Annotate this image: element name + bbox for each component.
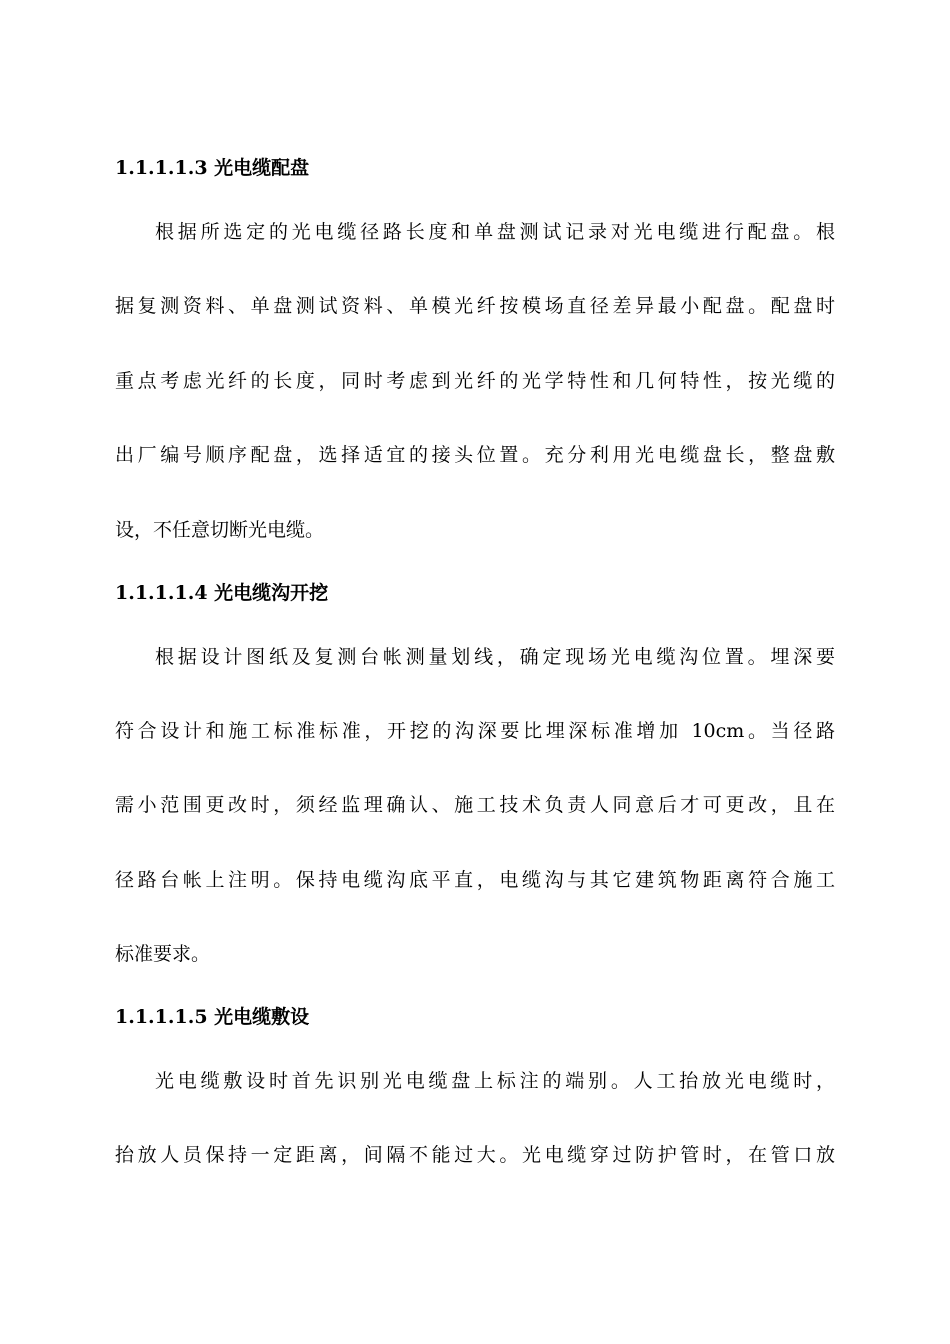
paragraph-line: 根据所选定的光电缆径路长度和单盘测试记录对光电缆进行配盘。根 [155,221,835,243]
paragraph-line: 符合设计和施工标准标准，开挖的沟深要比埋深标准增加 10cm。当径路 [115,720,835,742]
paragraph-line: 标准要求。 [115,943,211,965]
paragraph-line: 出厂编号顺序配盘，选择适宜的接头位置。充分利用光电缆盘长，整盘敷 [115,444,835,466]
paragraph-line: 抬放人员保持一定距离，间隔不能过大。光电缆穿过防护管时，在管口放 [115,1144,835,1166]
paragraph-line: 光电缆敷设时首先识别光电缆盘上标注的端别。人工抬放光电缆时， [155,1070,835,1092]
paragraph-line: 据复测资料、单盘测试资料、单模光纤按模场直径差异最小配盘。配盘时 [115,295,835,317]
paragraph-line: 设，不任意切断光电缆。 [115,519,325,541]
section-heading-1-1-1-1-5: 1.1.1.1.5 光电缆敷设 [115,1006,310,1028]
paragraph-line: 根据设计图纸及复测台帐测量划线，确定现场光电缆沟位置。埋深要 [155,646,835,668]
paragraph-line: 径路台帐上注明。保持电缆沟底平直，电缆沟与其它建筑物距离符合施工 [115,869,835,891]
section-heading-1-1-1-1-3: 1.1.1.1.3 光电缆配盘 [115,157,310,179]
paragraph-line: 重点考虑光纤的长度，同时考虑到光纤的光学特性和几何特性，按光缆的 [115,370,835,392]
section-heading-1-1-1-1-4: 1.1.1.1.4 光电缆沟开挖 [115,582,329,604]
paragraph-line: 需小范围更改时，须经监理确认、施工技术负责人同意后才可更改，且在 [115,794,835,816]
